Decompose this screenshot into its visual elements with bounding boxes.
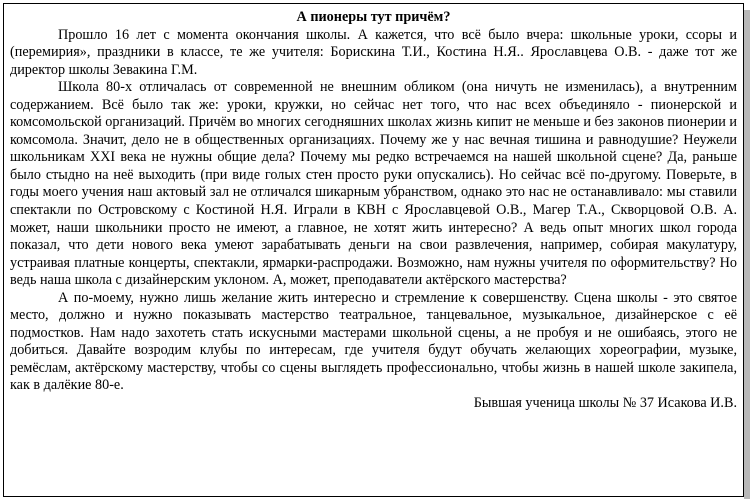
paragraph-3: А по-моему, нужно лишь желание жить интересно и стремление к совершенству. Сцена школы - это святое место, должно и нужно показывать мастерство театральное, танцевальное, музыкальное, дизайнерское с её подмостков. Нам надо захотеть стать искусными мастерами школьной сцены, а не пробуя и не ошибаясь, этого не добиться. Давайте возродим клубы по интересам, где учителя будут обучать желающих хореографии, музыке, ремёслам, актёрскому мастерству, чтобы со сцены выглядеть профессионально, чтобы жизнь в нашей школе закипела, как в далёкие 80-е.	[10, 289, 737, 394]
page-shadow	[744, 10, 750, 499]
document-body	[4, 4, 743, 413]
document-title: А пионеры тут причём?	[296, 9, 451, 25]
paragraph-2: Школа 80-х отличалась от современной не внешним обликом (она ничуть не изменилась), а внутренним содержанием. Всё было так же: уроки, кружки, но сейчас нет того, что нас всех объединяло - пионерской и комсомольской организаций. Причём во многих сегодняшних школах жизнь кипит не меньше и без законов пионерии и комсомола. Значит, дело не в общественных организациях. Почему же у нас вечная тишина и равнодушие? Неужели школьникам XXI века не нужны общие дела? Почему мы редко встречаемся на нашей школьной сцене? Да, раньше было стыдно на неё выходить (при виде голых стен просто руки опускались). Но сейчас всё по-другому. Поверьте, в годы моего учения наш актовый зал не отличался шикарным убранством, однако это нас не останавливало: мы ставили спектакли по Островскому с Костиной Н.Я. Играли в КВН с Ярославцевой О.В., Магер Т.А., Скворцовой О.В. А. может, наши школьники просто не имеют, а главное, не хотят жить интересно? А ведь опыт многих школ города показал, что дети нового века умеют зарабатывать деньги на свои развлечения, например, собирая макулатуру, устраивая платные концерты, спектакли, ярмарки-распродажи. Возможно, нам нужны учителя по оформительству? Но ведь наша школа с дизайнерским уклоном. А, может, преподаватели актёрского мастерства?	[10, 79, 737, 289]
signature: Бывшая ученица школы № 37 Исакова И.В.	[473, 395, 737, 412]
paragraph-1: Прошло 16 лет с момента окончания школы. А кажется, что всё было вчера: школьные уроки, ссоры и (перемирия», праздники в классе, те же учителя: Борискина Т.И., Костина Н.Я.. Ярославцева О.В. - даже тот же директор школы Зевакина Г.М.	[10, 26, 737, 78]
document-page	[3, 3, 744, 497]
